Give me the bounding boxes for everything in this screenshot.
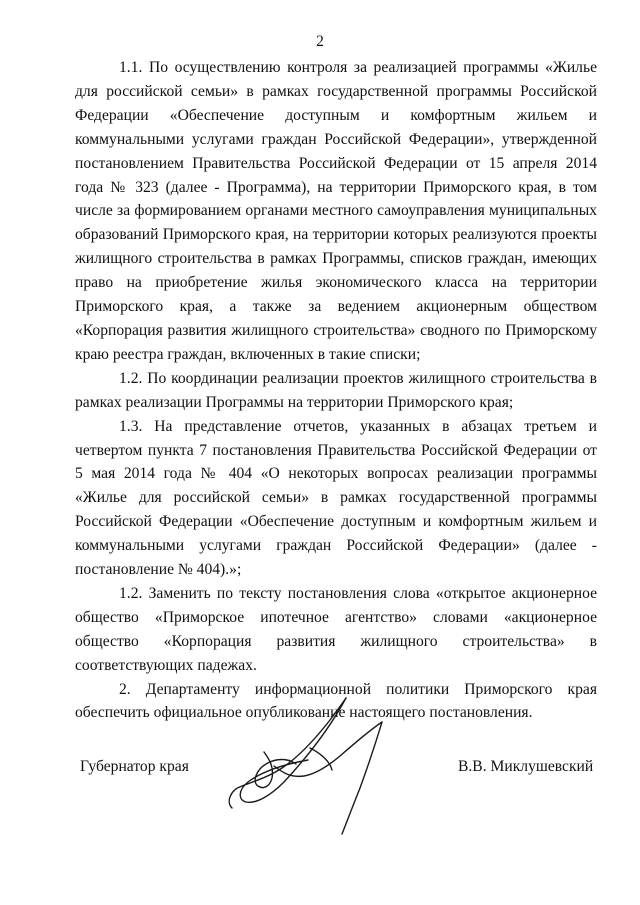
signer-name: В.В. Миклушевский	[458, 758, 594, 775]
signer-title: Губернатор края	[80, 758, 189, 775]
paragraph-1-3: 1.3. На представление отчетов, указанных в абзацах третьем и четвертом пункта 7 постановления Правительства Российской Федерации от 5 мая 2014 года № 404 «О некоторых вопросах реализации программы «Жилье для российской семьи» в рамках государственной программы Российской Федерации «Обеспечение доступным и комфортным жильем и коммунальными услугами граждан Российской Федерации» (далее - постановление № 404).»;	[75, 417, 597, 579]
paragraph-1-2: 1.2. По координации реализации проектов жилищного строительства в рамках реализации Программы на территории Приморского края;	[75, 369, 597, 411]
paragraph-publication: 2. Департаменту информационной политики Приморского края обеспечить официальное опубликование настоящего постановления.	[75, 680, 597, 722]
page-number: 2	[316, 33, 324, 50]
paragraph-1-1: 1.1. По осуществлению контроля за реализацией программы «Жилье для российской семьи» в рамках государственной программы Российской Федерации «Обеспечение доступным и комфортным жильем и коммунальными услугами граждан Российской Федерации», утвержденной постановлением Правительства Российской Федерации от 15 апреля 2014 года № 323 (далее - Программа), на территории Приморского края, в том числе за формированием органами местного самоуправления муниципальных образований Приморского края, на территории которых реализуются проекты жилищного строительства в рамках Программы, списков граждан, имеющих право на приобретение жилья экономического класса на территории Приморского края, а также за ведением акционерным обществом «Корпорация развития жилищного строительства» сводного по Приморскому краю реестра граждан, включенных в такие списки;	[75, 59, 597, 363]
paragraph-replace-words: 1.2. Заменить по тексту постановления слова «открытое акционерное общество «Приморское ипотечное агентство» словами «акционерное общество «Корпорация развития жилищного строительства» в соответствующих падежах.	[75, 584, 597, 674]
handwritten-signature	[212, 690, 472, 840]
